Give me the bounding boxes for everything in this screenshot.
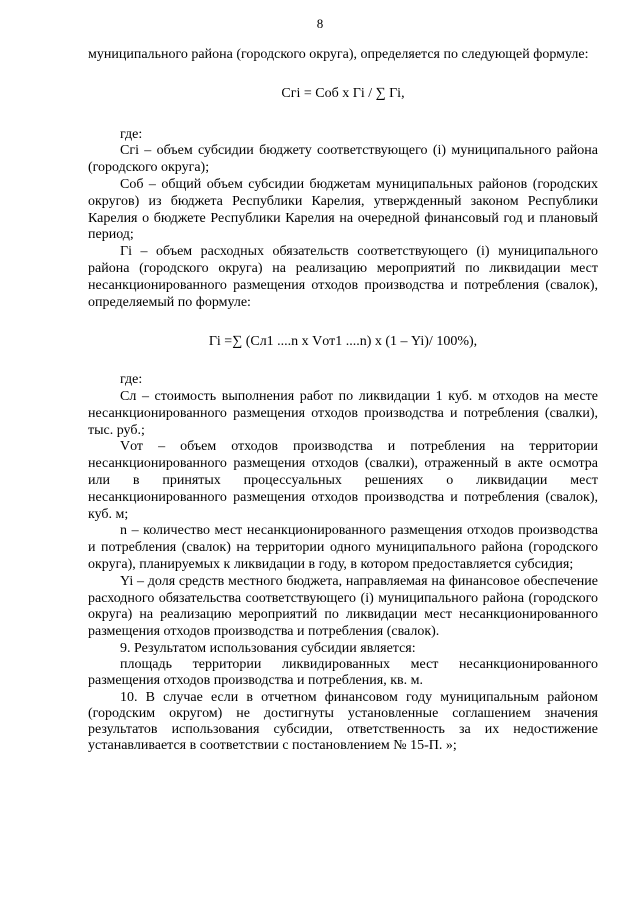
definition-cgi: Сгi – объем субсидии бюджету соответствующего (i) муниципального района (городского округа); <box>88 143 598 176</box>
definition-sl: Сл – стоимость выполнения работ по ликвидации 1 куб. м отходов на месте несанкционированного размещения отходов производства и потребления (свалки), тыс. руб.; <box>88 388 598 438</box>
paragraph-intro: муниципального района (городского округа), определяется по следующей формуле: <box>88 47 589 62</box>
definition-n: n – количество мест несанкционированного размещения отходов производства и потребления (свалок) на территории одного муниципального района (городского округа), планируемых к ликвидации в году, в котором предоставляется субсидия; <box>88 523 598 572</box>
definition-vot: Vот – объем отходов производства и потребления на территории несанкционированного размещения отходов (свалки), отраженный в акте осмотра или в принятых процессуальных решениях о ликвидации мест несанкционированного размещения отходов производства и потребления (свалок), куб. м; <box>88 439 598 522</box>
formula-subsidy-share: Сгi = Соб х Гi / ∑ Гi, <box>281 85 405 101</box>
document-body <box>88 47 598 754</box>
definition-yi: Yi – доля средств местного бюджета, направляемая на финансовое обеспечение расходного обязательства соответствующего (i) муниципального района (городского округа) на реализацию мероприятий по ликвидации мест несанкционированного размещения отходов производства и потребления (свалок). <box>88 573 598 640</box>
definition-sob: Соб – общий объем субсидии бюджетам муниципальных районов (городских округов) из бюджета Республики Карелия, утвержденный законом Республики Карелия о бюджете Республики Карелия на очередной финансовый год и плановый период; <box>88 176 598 243</box>
formula-obligations: Гi =∑ (Сл1 ....n х Vот1 ....n) х (1 – Yi)/ 100%), <box>208 334 478 350</box>
where-label-1: где: <box>120 126 143 142</box>
where-label-2: где: <box>120 372 143 388</box>
paragraph-10: 10. В случае если в отчетном финансовом году муниципальным районом (городским округом) не достигнуты установленные соглашением значения результатов использования субсидии, ответственность за их недостижение устанавливается в соответствии с постановлением № 15-П. »; <box>88 689 598 754</box>
paragraph-9-area: площадь территории ликвидированных мест несанкционированного размещения отходов производства и потребления, кв. м. <box>88 657 598 689</box>
page-number: 8 <box>316 16 324 31</box>
paragraph-9: 9. Результатом использования субсидии является: <box>120 640 416 656</box>
definition-gi: Гi – объем расходных обязательств соответствующего (i) муниципального района (городского округа) на реализацию мероприятий по ликвидации мест несанкционированного размещения отходов производства и потребления (свалок), определяемый по формуле: <box>88 244 598 310</box>
